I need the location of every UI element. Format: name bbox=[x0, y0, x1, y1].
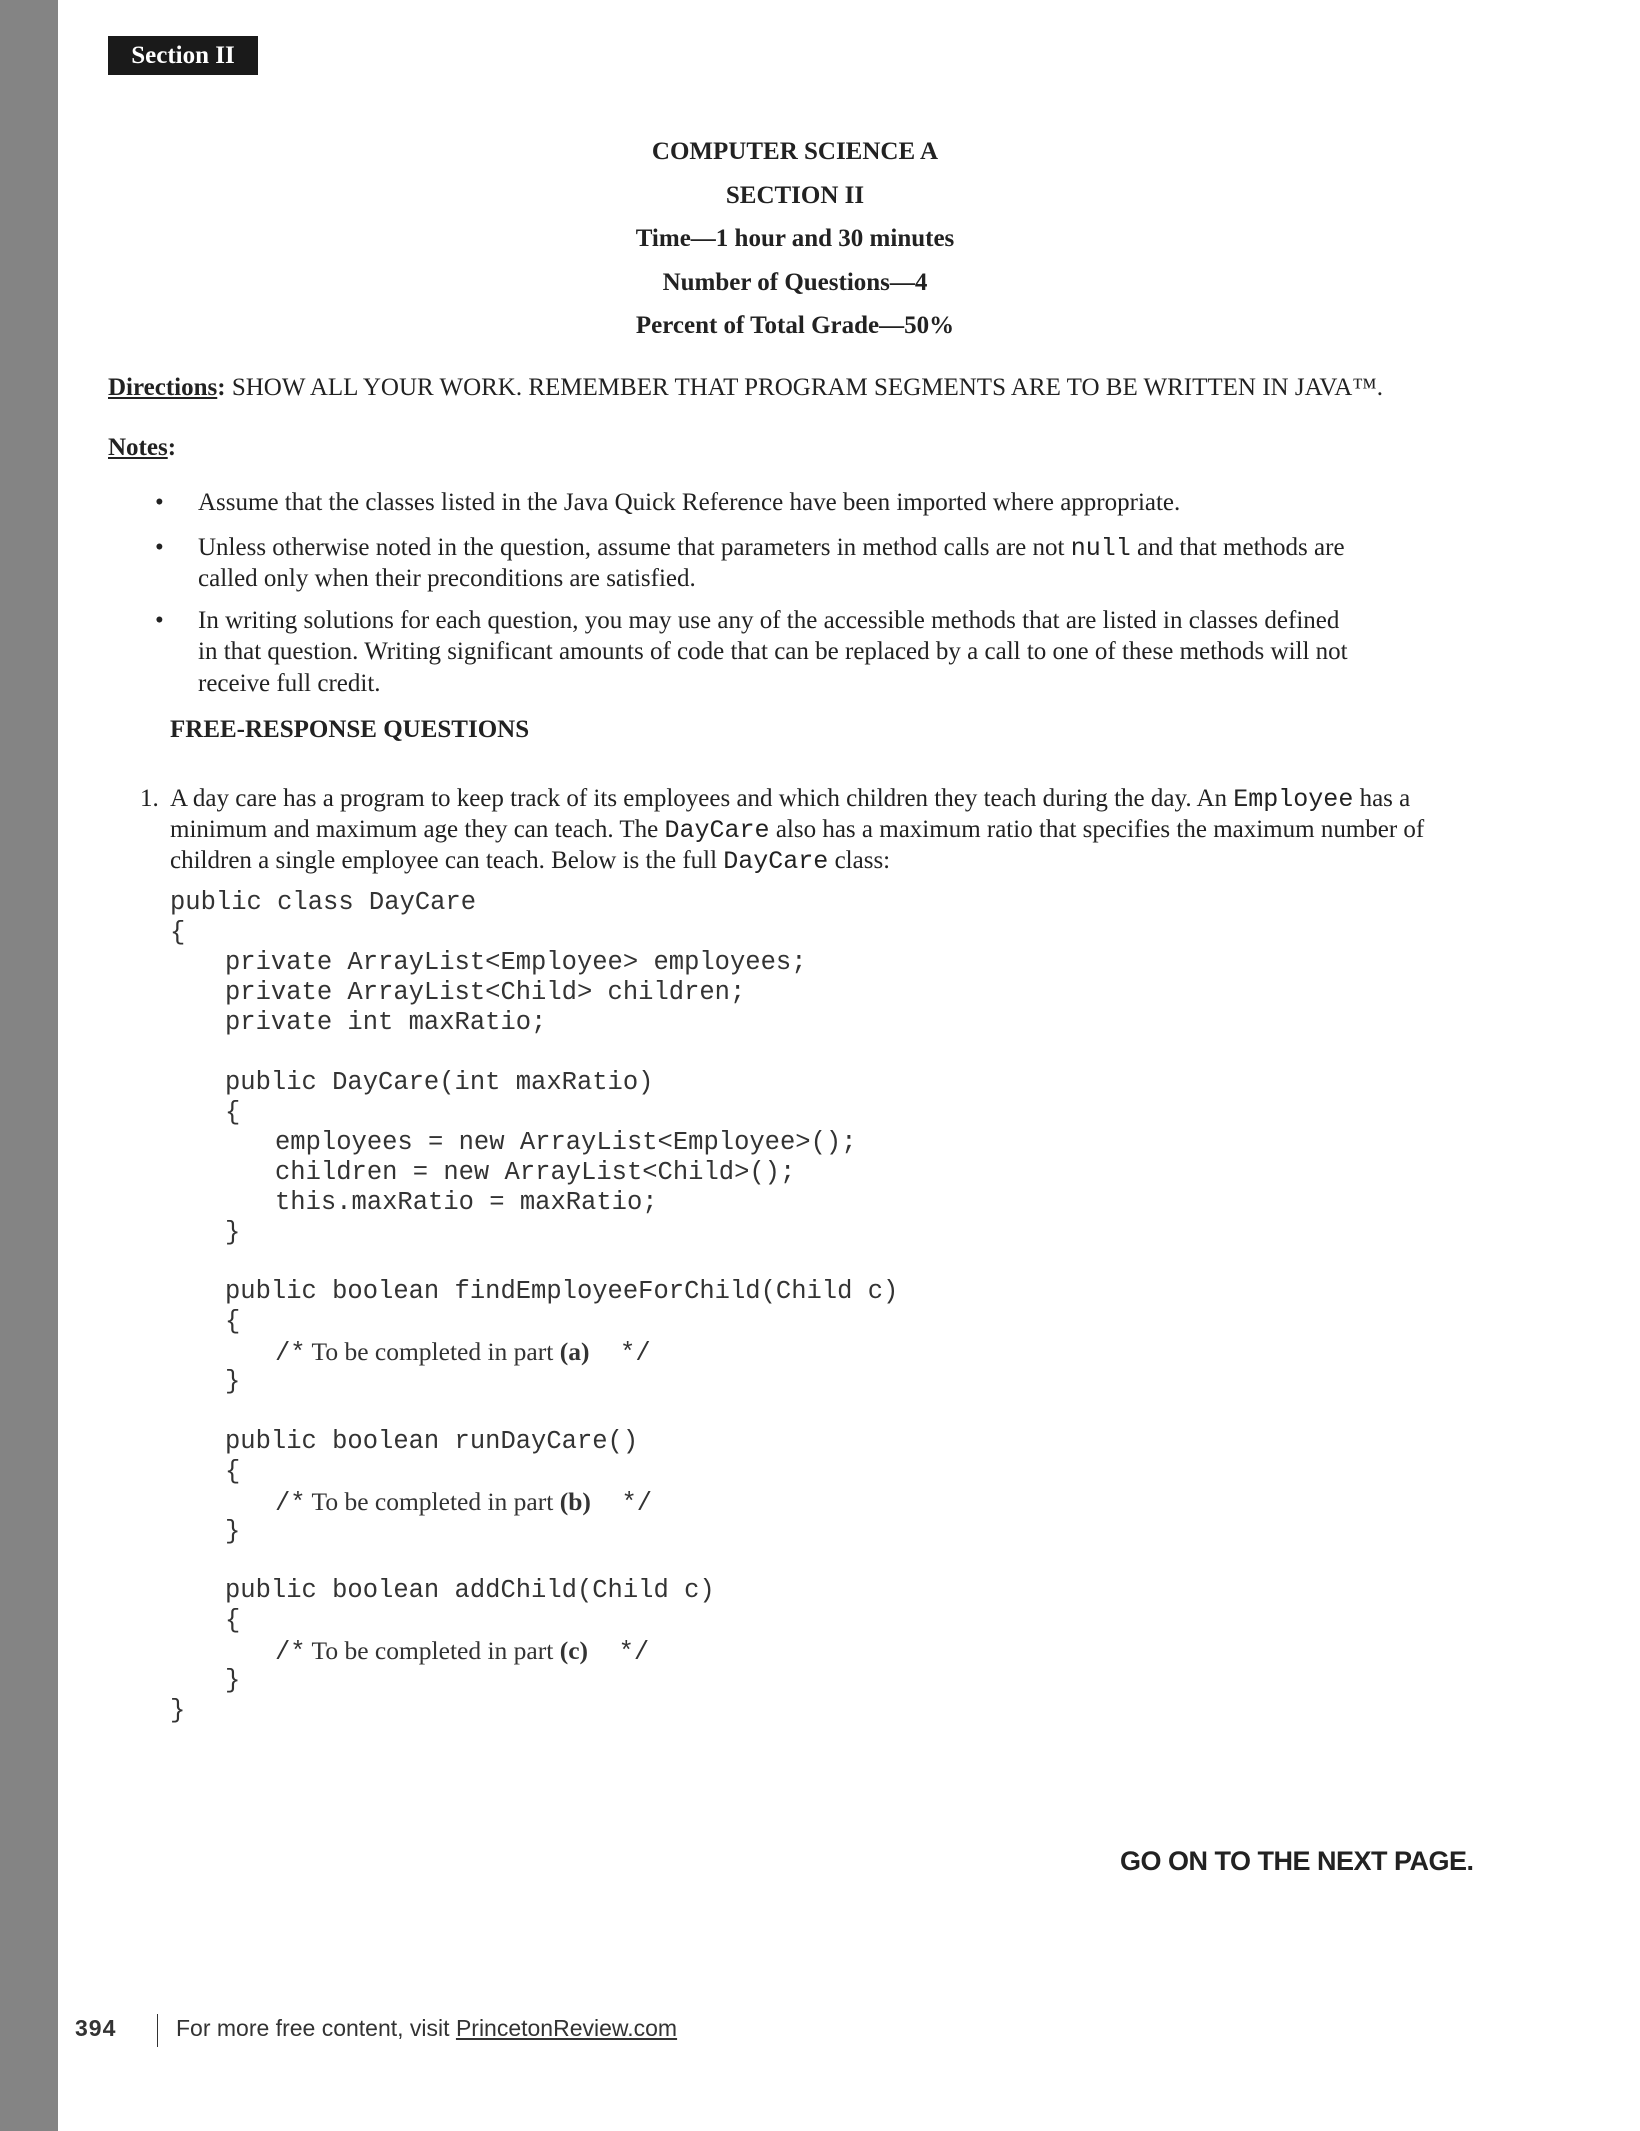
code-line: } bbox=[170, 1696, 186, 1725]
code-line: public boolean runDayCare() bbox=[225, 1427, 639, 1456]
code-line: employees = new ArrayList<Employee>(); bbox=[275, 1128, 857, 1157]
question-line-1 bbox=[170, 783, 1410, 815]
code-line: { bbox=[225, 1098, 241, 1127]
note-2-line2: called only when their preconditions are satisfied. bbox=[198, 565, 696, 592]
note-3-line2: in that question. Writing significant amounts of code that can be replaced by a call to one of these methods will not bbox=[198, 638, 1348, 665]
page-number: 394 bbox=[75, 2015, 117, 2041]
code-line: private int maxRatio; bbox=[225, 1008, 547, 1037]
note-3-line3: receive full credit. bbox=[198, 670, 381, 697]
code-line: { bbox=[225, 1606, 241, 1635]
q-code: DayCare bbox=[664, 816, 770, 845]
q-text: children a single employee can teach. Below is the full bbox=[170, 847, 724, 874]
note-1: Assume that the classes listed in the Java Quick Reference have been imported where appropriate. bbox=[198, 489, 1181, 516]
notes-label: Notes bbox=[108, 434, 168, 461]
note-2-text-cont: and that methods are bbox=[1130, 534, 1345, 561]
directions-text: SHOW ALL YOUR WORK. REMEMBER THAT PROGRAM SEGMENTS ARE TO BE WRITTEN IN JAVA™. bbox=[225, 374, 1384, 401]
code-line: private ArrayList<Child> children; bbox=[225, 978, 746, 1007]
footer-text bbox=[176, 2015, 677, 2042]
q-text: has a bbox=[1353, 785, 1411, 812]
note-2 bbox=[198, 532, 1345, 564]
todo-comment-c: /* To be completed in part (c) */ bbox=[275, 1636, 650, 1667]
code-line: { bbox=[225, 1457, 241, 1486]
header-section: SECTION II bbox=[725, 182, 865, 209]
princeton-review-link[interactable]: PrincetonReview.com bbox=[455, 2015, 678, 2041]
footer-divider bbox=[157, 2014, 158, 2047]
code-line: public boolean addChild(Child c) bbox=[225, 1576, 715, 1605]
code-line: this.maxRatio = maxRatio; bbox=[275, 1188, 658, 1217]
header-questions: Number of Questions—4 bbox=[662, 269, 928, 296]
q-code: Employee bbox=[1233, 785, 1354, 814]
bullet-icon: • bbox=[155, 534, 164, 561]
header-time: Time—1 hour and 30 minutes bbox=[635, 225, 955, 252]
note-3-line1: In writing solutions for each question, you may use any of the accessible methods that are listed in classes defined bbox=[198, 607, 1340, 634]
code-line: } bbox=[225, 1367, 241, 1396]
code-line: private ArrayList<Employee> employees; bbox=[225, 948, 807, 977]
code-line: public class DayCare bbox=[170, 888, 477, 917]
code-line: } bbox=[225, 1666, 241, 1695]
header-percent: Percent of Total Grade—50% bbox=[635, 312, 955, 339]
notes-heading: Notes: bbox=[108, 434, 177, 461]
question-number: 1. bbox=[140, 785, 159, 812]
q-text: minimum and maximum age they can teach. The bbox=[170, 816, 665, 843]
footer-label: For more free content, visit bbox=[176, 2015, 456, 2041]
q-text: also has a maximum ratio that specifies the maximum number of bbox=[769, 816, 1425, 843]
go-on-next-page: GO ON TO THE NEXT PAGE. bbox=[1120, 1846, 1474, 1876]
code-line: } bbox=[225, 1517, 241, 1546]
bullet-icon: • bbox=[155, 489, 164, 516]
code-line: public boolean findEmployeeForChild(Child c) bbox=[225, 1277, 899, 1306]
todo-comment-a: /* To be completed in part (a) */ bbox=[275, 1337, 651, 1368]
section-tab: Section II bbox=[108, 36, 258, 75]
todo-comment-b: /* To be completed in part (b) */ bbox=[275, 1487, 653, 1518]
bullet-icon: • bbox=[155, 607, 164, 634]
q-text: A day care has a program to keep track of its employees and which children they teach during the day. An bbox=[170, 785, 1234, 812]
code-line: { bbox=[170, 918, 186, 947]
question-line-2 bbox=[170, 814, 1424, 846]
frq-heading: FREE-RESPONSE QUESTIONS bbox=[170, 716, 530, 743]
code-line: public DayCare(int maxRatio) bbox=[225, 1068, 654, 1097]
note-2-text: Unless otherwise noted in the question, assume that parameters in method calls are not bbox=[198, 534, 1071, 561]
question-line-3 bbox=[170, 845, 890, 877]
q-text: class: bbox=[828, 847, 891, 874]
code-line: children = new ArrayList<Child>(); bbox=[275, 1158, 796, 1187]
header-title: COMPUTER SCIENCE A bbox=[651, 138, 939, 165]
null-code: null bbox=[1070, 534, 1131, 563]
code-line: } bbox=[225, 1218, 241, 1247]
q-code: DayCare bbox=[723, 847, 829, 876]
code-line: { bbox=[225, 1307, 241, 1336]
directions: Directions: SHOW ALL YOUR WORK. REMEMBER THAT PROGRAM SEGMENTS ARE TO BE WRITTEN IN JAVA™. bbox=[108, 374, 1384, 401]
directions-label: Directions bbox=[108, 374, 218, 401]
